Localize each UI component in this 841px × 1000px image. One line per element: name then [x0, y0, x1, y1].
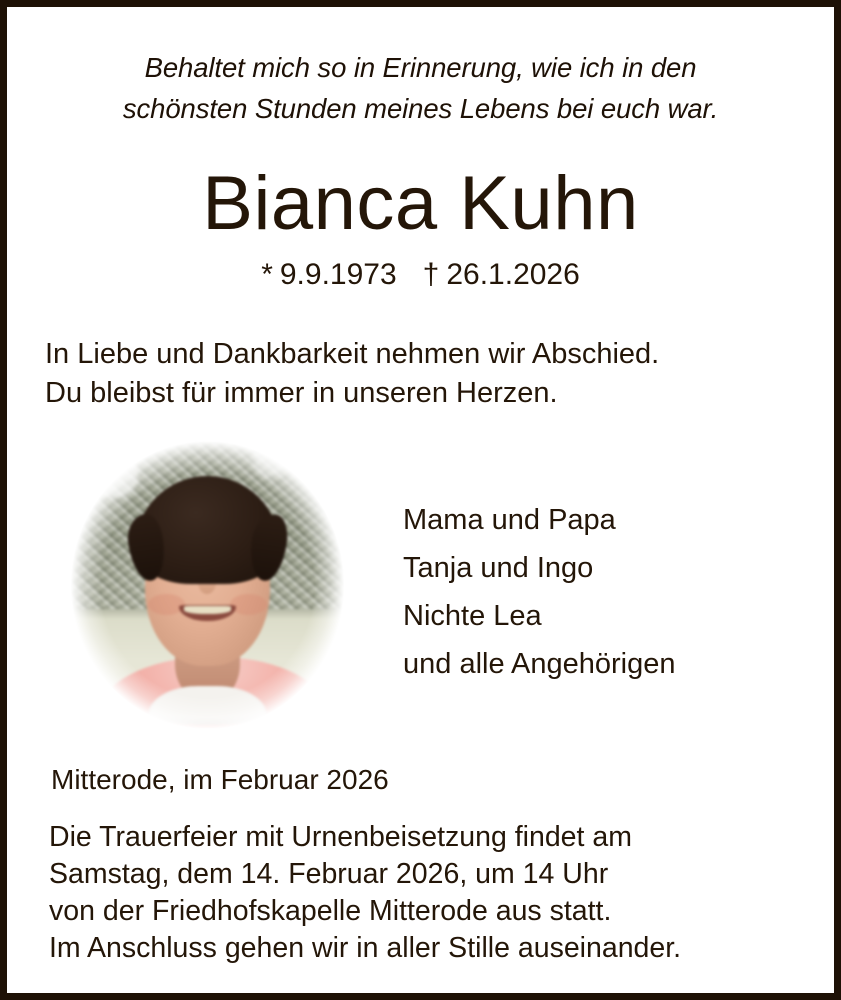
mourning-message: [45, 335, 659, 413]
mourning-line-2: Du bleibst für immer in unseren Herzen.: [45, 377, 558, 409]
life-dates: [7, 257, 834, 293]
death-date: 26.1.2026: [446, 258, 580, 291]
funeral-line-3: von der Friedhofskapelle Mitterode aus statt.: [49, 895, 612, 927]
portrait-frame: [65, 435, 350, 735]
funeral-line-1: Die Trauerfeier mit Urnenbeisetzung findet am: [49, 821, 632, 853]
epitaph-line-2: schönsten Stunden meines Lebens bei euch war.: [122, 93, 719, 124]
epitaph-line-1: Behaltet mich so in Erinnerung, wie ich in den: [144, 52, 697, 83]
family-line-2: Tanja und Ingo: [403, 552, 594, 584]
place-and-date: Mitterode, im Februar 2026: [51, 764, 389, 795]
photo-cheek-left: [148, 594, 185, 615]
cross-icon: †: [422, 258, 440, 291]
portrait-photo: [65, 435, 350, 735]
notice-inner: [7, 7, 834, 993]
mourning-line-1: In Liebe und Dankbarkeit nehmen wir Abschied.: [45, 338, 660, 370]
family-line-3: Nichte Lea: [403, 600, 542, 632]
funeral-line-2: Samstag, dem 14. Februar 2026, um 14 Uhr: [49, 858, 609, 890]
family-line-4: und alle Angehörigen: [403, 648, 676, 680]
birth-date: 9.9.1973: [279, 258, 397, 291]
birth-star-icon: *: [261, 258, 273, 291]
funeral-line-4: Im Anschluss gehen wir in aller Stille auseinander.: [49, 932, 682, 964]
photo-teeth: [184, 606, 232, 615]
family-line-1: Mama und Papa: [403, 504, 616, 536]
deceased-name: Bianca Kuhn: [202, 161, 639, 246]
birth-date-group: [261, 258, 396, 291]
funeral-details: [49, 819, 681, 967]
death-date-group: [423, 258, 580, 291]
family-list: [403, 496, 676, 688]
epitaph: [7, 47, 834, 129]
